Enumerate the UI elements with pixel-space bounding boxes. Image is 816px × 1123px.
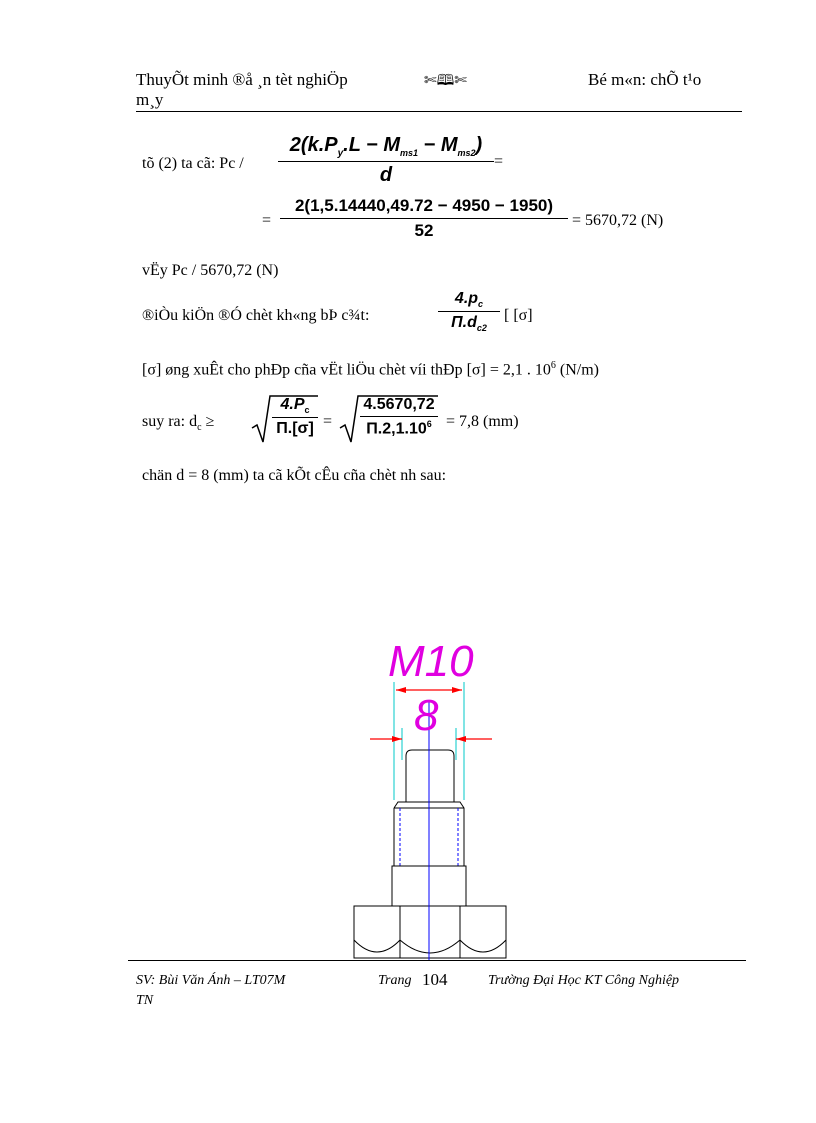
footer-page-number: 104 xyxy=(422,970,448,989)
equals-sign-2: = xyxy=(262,212,272,229)
fraction-pc xyxy=(278,134,494,187)
frac1-num-a: 2(k.P xyxy=(289,134,338,156)
frac1-sub-ms2: ms2 xyxy=(457,148,476,158)
arrow-right-icon xyxy=(452,687,462,693)
footer-student-cont: TN xyxy=(136,993,154,1008)
frac3-num-sub: c xyxy=(478,299,484,310)
header-title: ThuyÕt minh ®å ¸n tèt nghiÖp xyxy=(136,70,348,89)
sqrt2-bar xyxy=(360,416,438,417)
result-statement: vËy Pc / 5670,72 (N) xyxy=(142,262,279,279)
derived-label-sub: c xyxy=(197,422,202,434)
frac1-den: d xyxy=(379,164,393,186)
frac2-num: 2(1,5.14440,49.72 − 4950 − 1950) xyxy=(294,196,554,215)
equals-sign: = xyxy=(494,153,504,170)
allowable-stress-text: [σ] øng xuÊt cho phÐp cña vËt liÖu chèt víi thÐp [σ] = 2,1 . 10 xyxy=(142,361,551,379)
allowable-stress-unit: (N/m) xyxy=(555,361,599,379)
frac1-num-b: .L − M xyxy=(343,134,401,156)
sqrt1-num-sub: c xyxy=(304,405,310,416)
allowable-stress-exp: 6 xyxy=(550,360,556,371)
fraction-numeric xyxy=(280,196,568,241)
fraction-shear xyxy=(438,290,500,333)
derived-label-text: suy ra: d xyxy=(142,413,198,430)
footer-student: SV: Bùi Văn Ánh – LT07M xyxy=(136,973,286,988)
shear-condition-rhs: [ [σ] xyxy=(504,307,533,324)
derived-diameter-result: = 7,8 (mm) xyxy=(446,413,519,430)
frac3-num: 4.p xyxy=(454,290,479,307)
frac1-sub-ms1: ms1 xyxy=(400,148,419,158)
arrow-in-left-icon xyxy=(392,736,402,742)
sqrt2-den-sup: 6 xyxy=(426,419,432,429)
footer-rule xyxy=(128,960,746,961)
fraction-bar-3 xyxy=(438,311,500,312)
fraction-bar xyxy=(278,161,494,162)
result-value: = 5670,72 (N) xyxy=(572,212,664,229)
frac1-num-c: − M xyxy=(418,134,458,156)
formula-intro: tõ (2) ta cã: Pc / xyxy=(142,155,244,172)
sqrt1-bar xyxy=(272,417,318,418)
frac3-den: Π.d xyxy=(451,314,477,332)
header-subject: Bé m«n: chÕ t¹o xyxy=(588,70,702,89)
footer-page-label: Trang xyxy=(378,973,412,988)
fraction-bar-2 xyxy=(280,218,568,219)
chosen-diameter-text: chän d = 8 (mm) ta cã kÕt cÊu cña chèt nh sau: xyxy=(142,467,447,484)
header-ornament-icon: ✄🕮✄ xyxy=(424,71,467,89)
sqrt-equals: = xyxy=(323,413,333,430)
frac1-sub-y: y xyxy=(337,148,344,159)
sqrt2-fraction xyxy=(360,396,438,438)
header-rule xyxy=(136,111,742,112)
frac3-den-sub: c2 xyxy=(476,323,487,334)
sqrt2-num: 4.5670,72 xyxy=(363,396,435,413)
arrow-left-icon xyxy=(396,687,406,693)
sqrt1-den: Π.[σ] xyxy=(276,420,314,438)
footer-school: Trường Đại Học KT Công Nghiệp xyxy=(488,973,680,988)
sqrt2-den: Π.2,1.10 xyxy=(366,420,427,438)
dim-label-8: 8 xyxy=(414,691,439,740)
frac2-den: 52 xyxy=(414,221,434,240)
sqrt1-num: 4.P xyxy=(280,396,305,413)
shear-condition-label: ®iÒu kiÖn ®Ó chèt kh«ng bÞ c¾t: xyxy=(142,307,370,324)
dim-label-m10: M10 xyxy=(388,637,474,686)
sqrt1-fraction xyxy=(272,396,318,438)
derived-label-ge: ≥ xyxy=(201,413,215,430)
arrow-in-right-icon xyxy=(456,736,466,742)
derived-diameter-label xyxy=(142,413,214,433)
pin-drawing xyxy=(340,637,520,960)
allowable-stress-line xyxy=(142,360,599,379)
header-title-cont: m¸y xyxy=(136,90,164,109)
frac1-num-close: ) xyxy=(475,134,483,156)
